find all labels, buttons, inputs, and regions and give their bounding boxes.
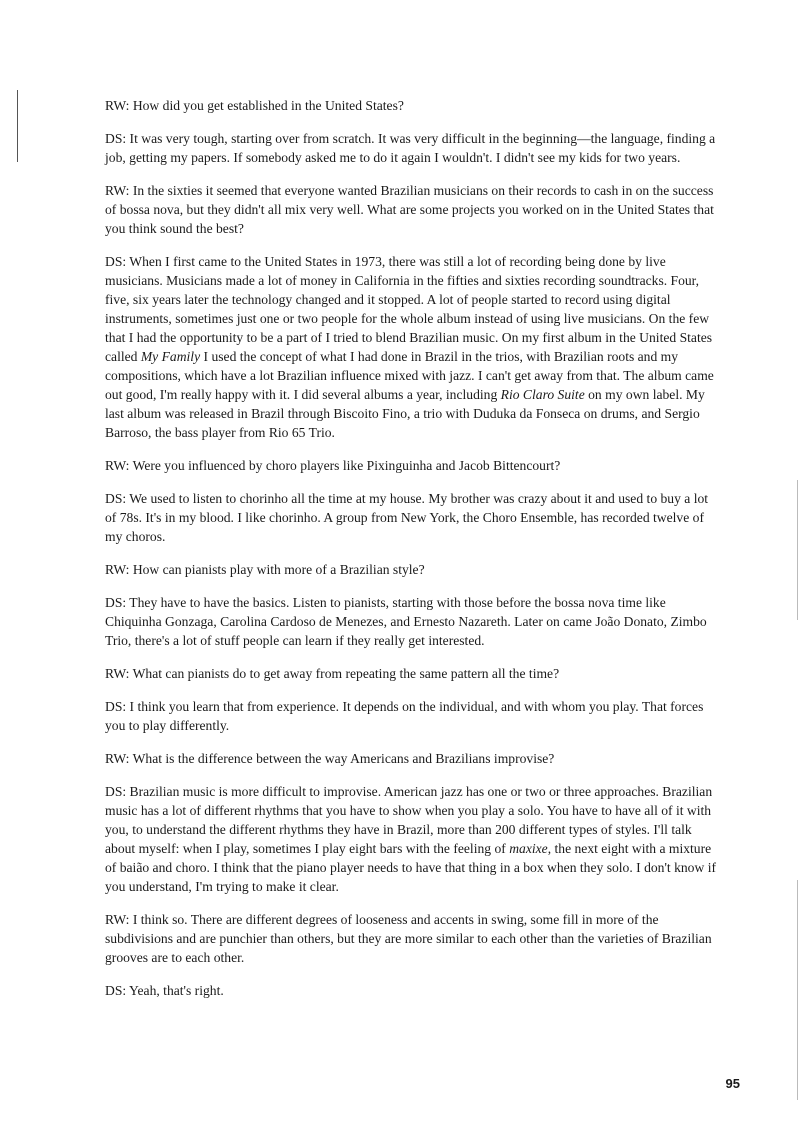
page-number: 95 (725, 1076, 740, 1091)
interview-paragraph: DS: It was very tough, starting over from scratch. It was very difficult in the beginning—the language, finding a job, getting my papers. If somebody asked me to do it again I wouldn't. I didn't see my kids for two years. (105, 131, 716, 165)
interview-text (105, 96, 717, 1014)
interview-paragraph: RW: How did you get established in the United States? (105, 98, 404, 113)
right-margin-mark (797, 880, 798, 1100)
paragraph-segment: on my own label. My last album was released in Brazil through Biscoito Fino, a trio with Duduka da Fonseca on drums, and Sergio Barroso, the bass player from Rio 65 Trio. (105, 387, 705, 440)
interview-paragraph (105, 252, 717, 442)
interview-paragraph (105, 782, 717, 896)
interview-paragraph: RW: How can pianists play with more of a Brazilian style? (105, 562, 425, 577)
interview-paragraph: RW: What is the difference between the way Americans and Brazilians improvise? (105, 751, 555, 766)
italic-title: Rio Claro Suite (500, 387, 585, 402)
interview-paragraph: DS: They have to have the basics. Listen to pianists, starting with those before the bossa nova time like Chiquinha Gonzaga, Carolina Cardoso de Menezes, and Ernesto Nazareth. Later on came João Donato, Zimbo Trio, there's a lot of stuff people can learn if they really get interested. (105, 595, 707, 648)
interview-paragraph: DS: Yeah, that's right. (105, 983, 224, 998)
paragraph-segment: DS: When I first came to the United States in 1973, there was still a lot of recording being done by live musicians. Musicians made a lot of money in California in the fifties and sixties recording soundtracks. Four, five, six years later the technology changed and it stopped. A lot of people started to record using digital instruments, sometimes just one or two people for the whole album instead of using live musicians. On the few that I had the opportunity to be a part of I tried to blend Brazilian music. On my first album in the United States called (105, 254, 713, 364)
paragraph-segment: , the next eight with a mixture of baião and choro. I think that the piano player needs to have that thing in a box when they solo. I don't know if you understand, I'm trying to make it clear. (105, 841, 717, 894)
italic-title: My Family (140, 349, 201, 364)
left-margin-line (17, 90, 18, 162)
interview-paragraph: RW: In the sixties it seemed that everyone wanted Brazilian musicians on their records to cash in on the success of bossa nova, but they didn't all mix very well. What are some projects you worked on in the United States that you think sound the best? (105, 183, 714, 236)
paragraph-segment: I used the concept of what I had done in Brazil in the trios, with Brazilian roots and my compositions, which have a lot Brazilian influence mixed with jazz. I can't get away from that. The album came out good, I'm really happy with it. I did several albums a year, including (105, 349, 714, 402)
interview-paragraph: RW: Were you influenced by choro players like Pixinguinha and Jacob Bittencourt? (105, 458, 561, 473)
interview-paragraph: RW: I think so. There are different degrees of looseness and accents in swing, some fill in more of the subdivisions and are punchier than others, but they are more similar to each other than the varieties of Brazilian grooves are to each other. (105, 912, 712, 965)
interview-paragraph: DS: We used to listen to chorinho all the time at my house. My brother was crazy about it and used to buy a lot of 78s. It's in my blood. I like chorinho. A group from New York, the Choro Ensemble, has recorded twelve of my choros. (105, 491, 709, 544)
right-margin-mark (797, 480, 798, 620)
interview-paragraph: RW: What can pianists do to get away from repeating the same pattern all the time? (105, 666, 560, 681)
italic-title: maxixe (509, 841, 548, 856)
paragraph-segment: DS: Brazilian music is more difficult to improvise. American jazz has one or two or three approaches. Brazilian music has a lot of different rhythms that you have to show when you play a solo. You have to have all of it with you, to understand the different rhythms they have in Brazil, more than 200 different types of styles. I'll talk about myself: when I play, sometimes I play eight bars with the feeling of (105, 784, 713, 856)
interview-paragraph: DS: I think you learn that from experience. It depends on the individual, and with whom you play. That forces you to play differently. (105, 699, 704, 733)
